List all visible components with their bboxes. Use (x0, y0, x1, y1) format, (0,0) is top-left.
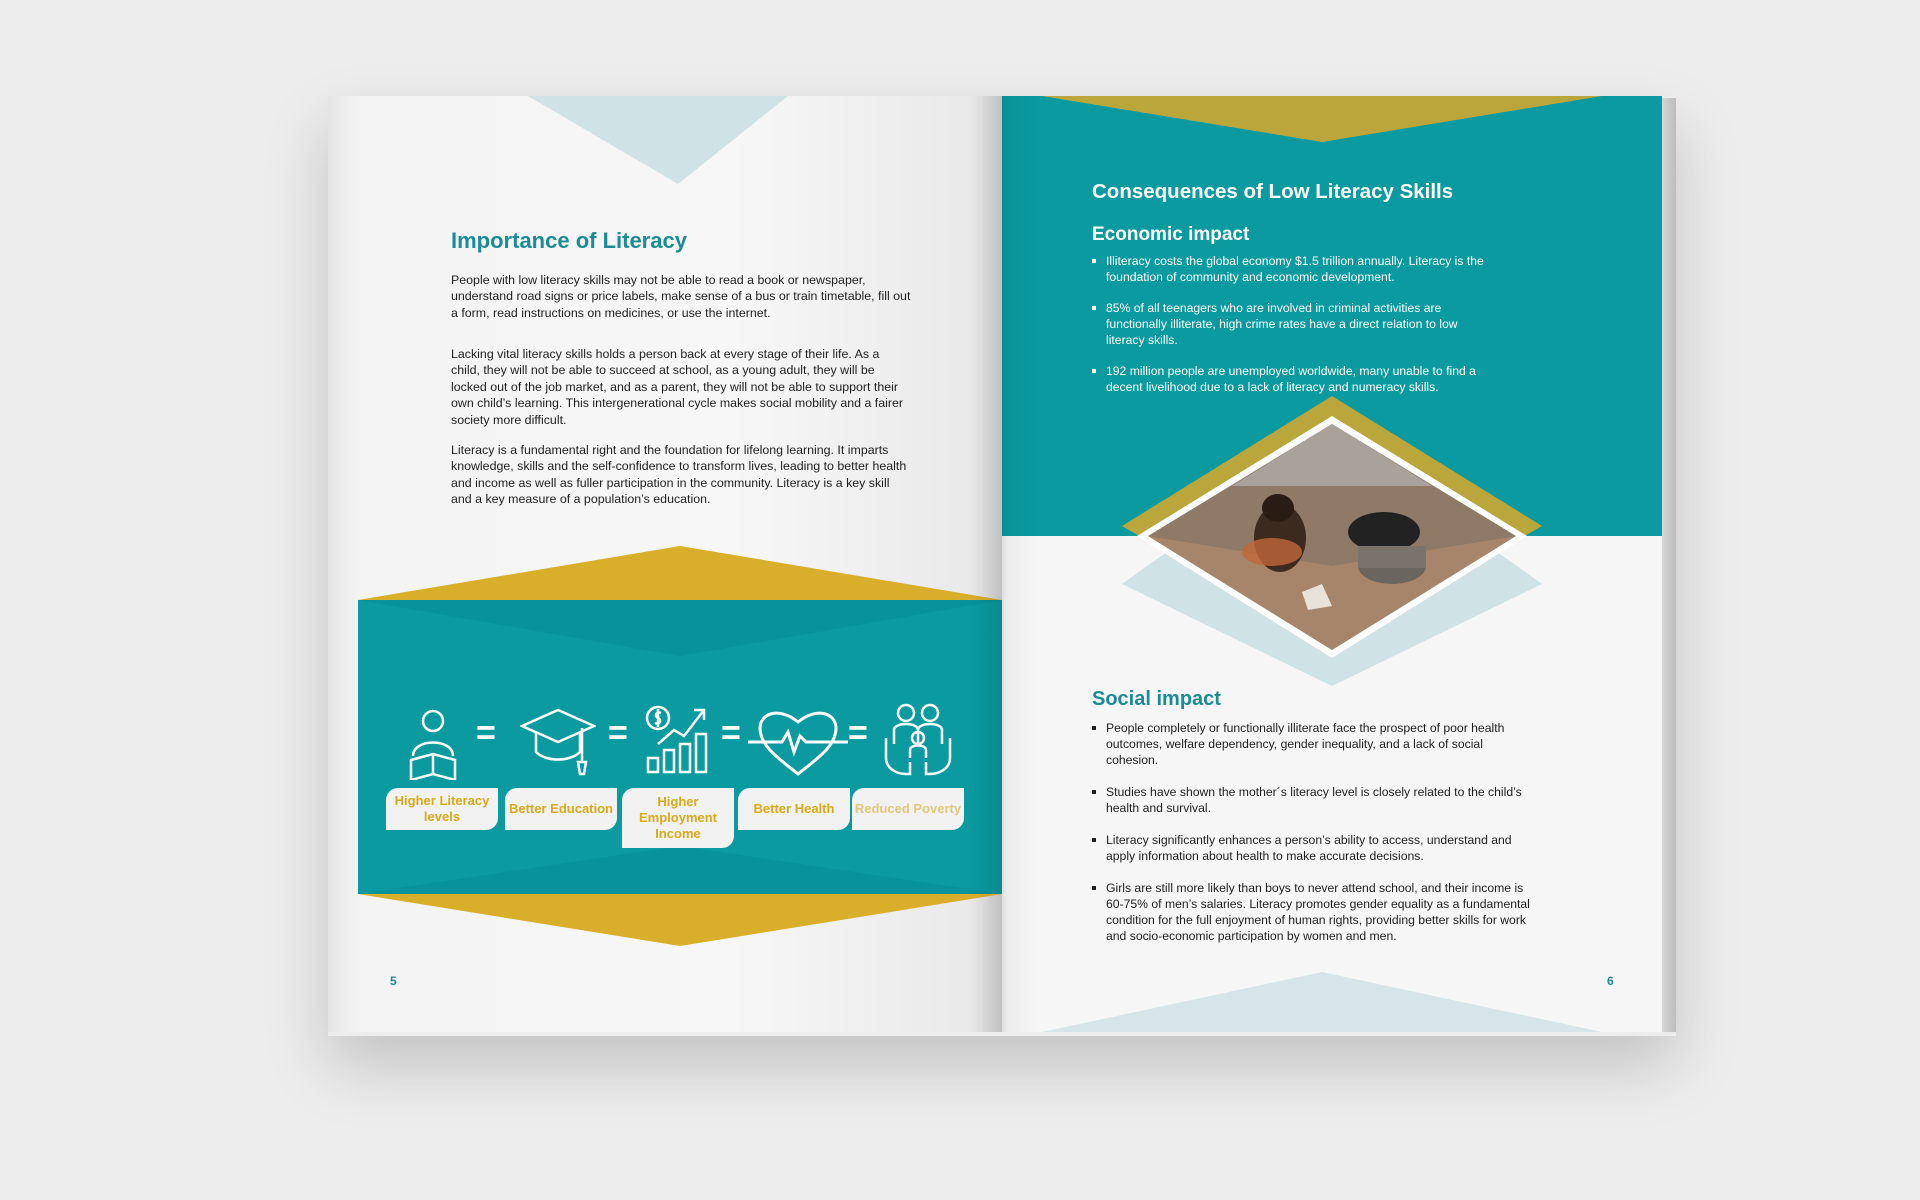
top-chevron-decoration (1002, 96, 1662, 156)
list-item: Girls are still more likely than boys to never attend school, and their income is 60-75% of men’s salaries. Literacy promotes gender equality as a fundamental condition for the full enjoyment of human rights, providing better skills for work and socio-economic participation by women and men. (1092, 880, 1532, 944)
graduation-cap-icon (520, 706, 596, 780)
label-better-education: Better Education (505, 788, 617, 830)
page-title: Consequences of Low Literacy Skills (1092, 180, 1454, 203)
family-hands-icon (882, 702, 954, 778)
economic-impact-list (1092, 253, 1492, 410)
list-item: 85% of all teenagers who are involved in criminal activities are functionally illiterate, high crime rates have a direct relation to low literacy skills. (1092, 300, 1492, 348)
paragraph-3: Literacy is a fundamental right and the foundation for lifelong learning. It imparts knowledge, skills and the self-confidence to transform lives, leading to better health and income as well as fuller participation in the community. Literacy is a key skill and a key measure of a population’s education. (451, 443, 907, 507)
page-title: Importance of Literacy (451, 228, 687, 253)
list-item: People completely or functionally illiterate face the prospect of poor health outcomes, welfare dependency, gender inequality, and a lack of social cohesion. (1092, 720, 1532, 768)
heartbeat-icon (748, 706, 848, 778)
paragraph-2: Lacking vital literacy skills holds a person back at every stage of their life. As a child, they will not be able to succeed at school, as a young adult, they will be locked out of the job market, and as a parent, they will not be able to support their own child’s learning. This intergenerational cycle makes social mobility and a fairer society more difficult. (451, 347, 904, 427)
list-item: Illiteracy costs the global economy $1.5 trillion annually. Literacy is the foundation of community and economic development. (1092, 253, 1492, 285)
diamond-photo (1102, 396, 1562, 686)
social-impact-heading: Social impact (1092, 688, 1221, 710)
page-edge-strip (328, 96, 358, 1032)
label-better-health: Better Health (738, 788, 850, 830)
top-chevron-decoration (328, 96, 1002, 216)
equals-sign: = (848, 714, 868, 752)
right-page (1002, 96, 1662, 1032)
equals-sign: = (721, 714, 741, 752)
paragraph-1: People with low literacy skills may not be able to read a book or newspaper, understand road signs or price labels, make sense of a bus or train timetable, fill out a form, read instructions on medicines, or use the internet. (451, 273, 911, 320)
label-reduced-poverty: Reduced Poverty (852, 788, 964, 830)
left-page (328, 96, 1002, 1032)
list-item: 192 million people are unemployed worldwide, many unable to find a decent livelihood due to a lack of literacy and numeracy skills. (1092, 363, 1492, 395)
equals-sign: = (608, 714, 628, 752)
list-item: Studies have shown the mother´s literacy level is closely related to the child’s health and survival. (1092, 784, 1532, 816)
list-item: Literacy significantly enhances a person’s ability to access, understand and apply information about health to make accurate decisions. (1092, 832, 1532, 864)
page-number-left: 5 (390, 974, 397, 988)
reader-icon (405, 708, 461, 780)
social-impact-list (1092, 720, 1532, 960)
label-higher-literacy-levels: Higher Literacy levels (386, 788, 498, 830)
economic-impact-heading: Economic impact (1092, 224, 1250, 245)
brochure-spread (328, 96, 1676, 1036)
equals-sign: = (476, 714, 496, 752)
label-higher-employment-income: Higher Employment Income (622, 788, 734, 848)
growth-chart-icon (644, 704, 710, 774)
page-number-right: 6 (1607, 974, 1614, 988)
bottom-chevron-decoration (1002, 972, 1662, 1032)
page-stack-edge (1662, 98, 1676, 1032)
